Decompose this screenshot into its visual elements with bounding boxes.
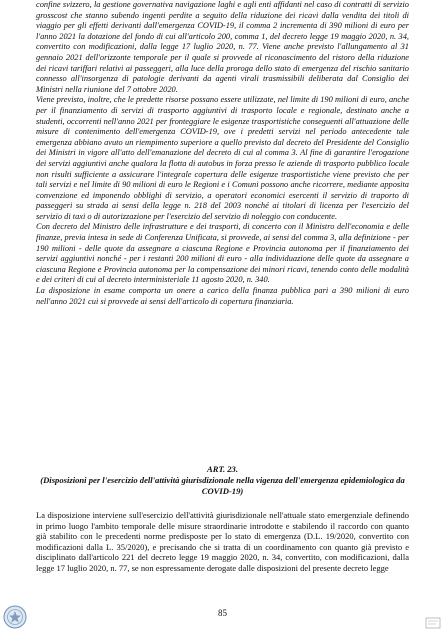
article-body-paragraph: La disposizione interviene sull'esercizio dell'attività giurisdizionale nell'attuale stato emergenziale definendo in primo luogo l'ambito temporale delle misure straordinarie introdotte e stabilendo il raccordo con quanto già stabilito con le precedenti norme predisposte per lo stato di emergenza (D.L. 19/2020, convertito con modificazioni dalla L. 35/2020), e precisando che si tratta di un coordinamento con quanto già previsto e disciplinato dall'articolo 221 del decreto legge 19 maggio 2020, n. 34, convertito, con modificazioni, dalla legge 17 luglio 2020, n. 77, se non espressamente derogate dalle disposizioni del presente decreto legge (36, 510, 409, 573)
article-body (36, 510, 409, 574)
paragraph-financial-burden: La disposizione in esame comporta un onere a carico della finanza pubblica pari a 390 milioni di euro nell'anno 2021 cui si provvede ai sensi dell'articolo di copertura finanziaria. (36, 286, 409, 306)
page-number: 85 (218, 608, 227, 618)
report-text-block (36, 0, 409, 307)
republic-emblem-icon (3, 605, 27, 629)
paragraph-funding: confine svizzero, la gestione governativa navigazione laghi e agli enti affidanti nel caso di contratti di servizio grosscost che stanno subendo ingenti perdite a seguito della riduzione dei ricavi dalla vendita dei titoli di viaggio per gli effetti derivanti dall'emergenza COVID-19, il comma 2 incrementa di 390 milioni di euro per l'anno 2021 la dotazione del fondo di cui all'articolo 200, comma 1, del decreto legge 19 maggio 2020, n. 34, convertito con modificazioni, dalla legge 17 luglio 2020, n. 77. Viene anche previsto l'allungamento al 31 gennaio 2021 dell'orizzonte temporale per il quale si provvede al riconoscimento del ristoro della riduzione dei ricavi tariffari relativi ai passeggeri, alla luce della proroga dello stato di emergenza del rischio sanitario connesso all'insorgenza di patologie derivanti da agenti virali trasmissibili deliberata dal Consiglio dei Ministri nella riunione del 7 ottobre 2020. (36, 0, 409, 94)
corner-mark-icon (425, 617, 441, 629)
paragraph-ministerial-decree: Con decreto del Ministro delle infrastrutture e dei trasporti, di concerto con il Ministro dell'economia e delle finanze, previa intesa in sede di Conferenza Unificata, si provvede, ai sensi del comma 3, alla definizione - per 190 milioni - delle quote da assegnare a ciascuna Regione e Provincia autonoma per il finanziamento dei servizi aggiuntivi nonché - per i restanti 200 milioni di euro - alla individuazione delle quote da assegnare a ciascuna Regione e Provincia autonoma per la compensazione dei minori ricavi, tenendo conto delle modalità e dei criteri di cui al decreto interministeriale 11 agosto 2020, n. 340. (36, 222, 409, 285)
article-number: ART. 23. (207, 464, 238, 474)
paragraph-additional-services: Viene previsto, inoltre, che le predette risorse possano essere utilizzate, nel limite di 190 milioni di euro, anche per il finanziamento di servizi di trasporto aggiuntivi di trasporto locale e regionale, destinato anche a studenti, occorrenti nell'anno 2021 per fronteggiare le esigenze trasportistiche conseguenti all'attuazione delle misure di contenimento dell'emergenza COVID-19, ove i predetti servizi nel periodo antecedente tale emergenza abbiano avuto un riempimento superiore a quello previsto dal decreto del Presidente del Consiglio dei Ministri in vigore all'atto dell'emanazione del decreto di cui al comma 3. Al fine di garantire l'erogazione dei servizi aggiuntivi anche qualora la flotta di autobus in forza presso le aziende di trasporto pubblico locale non risulti sufficiente a assicurare l'integrale copertura delle esigenze trasportistiche viene previsto che per tali servizi e nel limite di 90 milioni di euro le Regioni e i Comuni possono anche ricorrere, mediante apposita convenzione ed imponendo obblighi di servizio, a operatori economici esercenti il servizio di traporto di passeggeri su strada ai sensi della legge n. 218 del 2003 nonché ai titolari di licenza per l'esercizio del servizio di taxi o di autorizzazione per l'esercizio del servizio di noleggio con conducente. (36, 95, 409, 221)
article-title: (Disposizioni per l'esercizio dell'attività giurisdizionale nella vigenza dell'emergenza epidemiologica da COVID-19) (40, 475, 405, 496)
